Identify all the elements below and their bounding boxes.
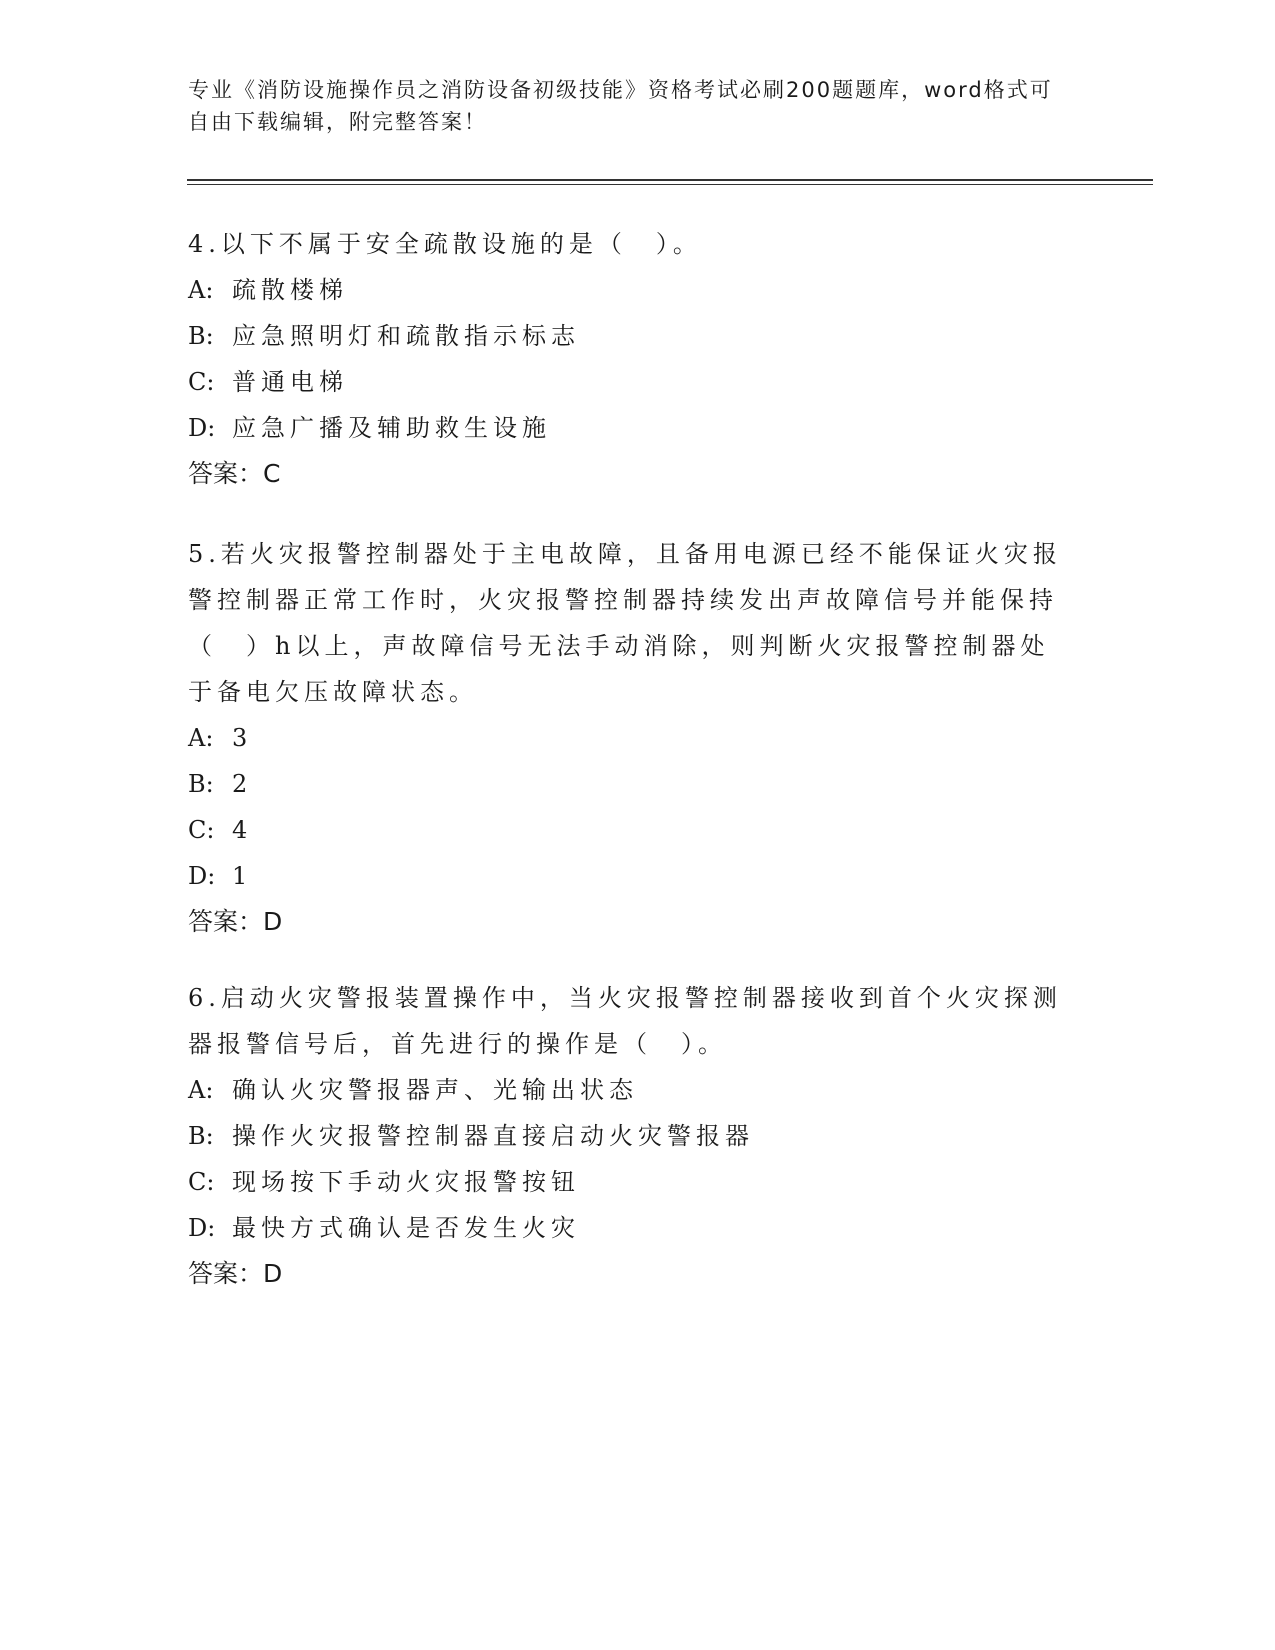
option-d bbox=[188, 405, 1088, 451]
option-a bbox=[188, 267, 1088, 313]
question-4 bbox=[188, 221, 1088, 497]
header-divider-thick bbox=[187, 179, 1153, 181]
option-text: 确认火灾警报器声、光输出状态 bbox=[232, 1076, 638, 1104]
option-d bbox=[188, 1205, 1068, 1251]
option-letter: C: bbox=[188, 1168, 215, 1196]
option-text: 2 bbox=[232, 770, 253, 798]
option-c bbox=[188, 359, 1088, 405]
question-5 bbox=[188, 531, 1068, 945]
option-d bbox=[188, 853, 1068, 899]
option-letter: A: bbox=[188, 276, 214, 304]
answer-label: 答案：D bbox=[188, 1259, 283, 1288]
document-header: 专业《消防设施操作员之消防设备初级技能》资格考试必刷200题题库，word格式可自由下载编辑，附完整答案！ bbox=[188, 78, 1053, 134]
option-letter: D: bbox=[188, 414, 216, 442]
option-letter: A: bbox=[188, 1076, 214, 1104]
option-a bbox=[188, 1067, 1068, 1113]
option-letter: B: bbox=[188, 322, 214, 350]
option-text: 1 bbox=[232, 862, 253, 890]
option-text: 应急照明灯和疏散指示标志 bbox=[232, 322, 580, 350]
question-6 bbox=[188, 975, 1068, 1297]
option-letter: D: bbox=[188, 1214, 216, 1242]
option-text: 最快方式确认是否发生火灾 bbox=[232, 1214, 580, 1242]
option-letter: D: bbox=[188, 862, 216, 890]
option-b bbox=[188, 313, 1088, 359]
option-letter: B: bbox=[188, 1122, 214, 1150]
option-text: 4 bbox=[232, 816, 253, 844]
answer-label: 答案：D bbox=[188, 907, 283, 936]
option-b bbox=[188, 1113, 1068, 1159]
option-c bbox=[188, 1159, 1068, 1205]
option-text: 现场按下手动火灾报警按钮 bbox=[232, 1168, 580, 1196]
option-text: 3 bbox=[232, 724, 253, 752]
answer-label: 答案：C bbox=[188, 459, 281, 488]
option-a bbox=[188, 715, 1068, 761]
option-letter: B: bbox=[188, 770, 214, 798]
question-stem: 6.启动火灾警报装置操作中，当火灾报警控制器接收到首个火灾探测器报警信号后，首先进行的操作是（ ）。 bbox=[188, 984, 1062, 1058]
option-b bbox=[188, 761, 1068, 807]
option-text: 应急广播及辅助救生设施 bbox=[232, 414, 551, 442]
option-text: 操作火灾报警控制器直接启动火灾警报器 bbox=[232, 1122, 754, 1150]
option-text: 普通电梯 bbox=[232, 368, 348, 396]
question-stem: 4.以下不属于安全疏散设施的是（ ）。 bbox=[188, 230, 702, 258]
option-letter: C: bbox=[188, 816, 215, 844]
question-stem: 5.若火灾报警控制器处于主电故障，且备用电源已经不能保证火灾报警控制器正常工作时，火灾报警控制器持续发出声故障信号并能保持（ ）h以上，声故障信号无法手动消除，则判断火灾报警控制器处于备电欠压故障状态。 bbox=[188, 540, 1062, 706]
option-letter: A: bbox=[188, 724, 214, 752]
option-text: 疏散楼梯 bbox=[232, 276, 348, 304]
header-divider-thin bbox=[187, 184, 1153, 185]
option-letter: C: bbox=[188, 368, 215, 396]
option-c bbox=[188, 807, 1068, 853]
